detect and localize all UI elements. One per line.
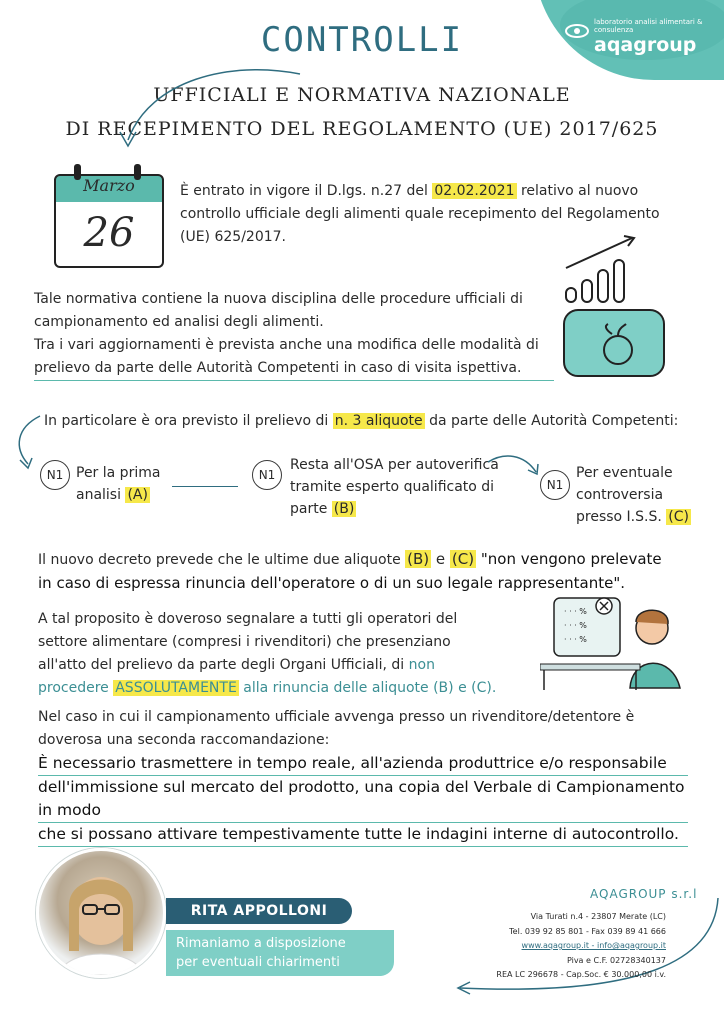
- contact-message: [166, 930, 394, 976]
- intro-text-before: È entrato in vigore il D.lgs. n.27 del: [180, 183, 433, 199]
- page-subtitle: [0, 78, 724, 146]
- option-3-text: Per eventuale controversia presso I.S.S.: [576, 465, 673, 525]
- decree-paragraph: [38, 548, 678, 594]
- company-web[interactable]: www.aqagroup.it - info@aqagroup.it: [521, 941, 666, 950]
- regulation-line-1: Tale normativa contiene la nuova disciplina delle procedure ufficiali di campionamento ed analisi degli alimenti.: [34, 291, 523, 330]
- aliquote-highlight: n. 3 aliquote: [334, 413, 423, 429]
- contact-name: RITA APPOLLONI: [190, 903, 328, 919]
- portrait-image: [39, 851, 163, 975]
- option-3-code: (C): [668, 509, 689, 525]
- aliquote-after: da parte delle Autorità Competenti:: [424, 413, 679, 429]
- person-at-desk-illustration: [540, 592, 690, 692]
- connector-line: [172, 486, 238, 487]
- logo-tagline: laboratorio analisi alimentari & consulenza: [594, 18, 703, 34]
- svg-text:· · · %: · · · %: [564, 607, 587, 616]
- option-1-code: (A): [127, 487, 148, 503]
- company-name: AQAGROUP s.r.l: [590, 887, 698, 901]
- calendar-day: 26: [83, 210, 135, 256]
- recommendation-line-1: È necessario trasmettere in tempo reale, all'azienda produttrice e/o responsabile: [38, 752, 688, 776]
- warning-highlight: ASSOLUTAMENTE: [115, 680, 237, 696]
- svg-text:· · · %: · · · %: [564, 621, 587, 630]
- recommendation-paragraph: [38, 752, 688, 847]
- warning-paragraph: [38, 608, 498, 700]
- option-1: [76, 462, 186, 506]
- contact-message-line-2: per eventuali chiarimenti: [176, 955, 340, 970]
- contact-name-tag: [166, 898, 352, 924]
- calendar-month: Marzo: [83, 176, 135, 195]
- intro-text-after: relativo al nuovo controllo ufficiale degli alimenti quale recepimento del Regolamento (UE) 625/2017.: [180, 183, 660, 245]
- retailer-paragraph: Nel caso in cui il campionamento ufficiale avvenga presso un rivenditore/detentore è doverosa una seconda raccomandazione:: [38, 709, 635, 748]
- decree-b: (B): [407, 550, 430, 568]
- company-phone: Tel. 039 92 85 801 - Fax 039 89 41 666: [509, 926, 666, 936]
- logo-name: aqagroup: [594, 34, 697, 56]
- regulation-line-2: Tra i vari aggiornamenti è prevista anche una modifica delle modalità di prelievo da parte delle Autorità Competenti in caso di visita ispettiva.: [34, 334, 554, 381]
- aliquote-before: In particolare è ora previsto il prelievo di: [44, 413, 333, 429]
- apple-board-icon: [560, 306, 670, 382]
- option-badge: N1: [40, 460, 70, 490]
- curved-arrow-icon: [110, 60, 310, 160]
- option-2-text: Resta all'OSA per autoverifica tramite esperto qualificato di parte: [290, 457, 499, 517]
- growth-chart-icon: [562, 232, 642, 304]
- calendar-icon: [54, 162, 162, 270]
- warning-before: A tal proposito è doveroso segnalare a tutti gli operatori del settore alimentare (compresi i rivenditori) che presenziano all'atto del prelievo da parte degli Organi Ufficiali, di: [38, 611, 458, 673]
- option-3: [576, 462, 706, 528]
- option-badge: N1: [252, 460, 282, 490]
- decree-mid: e: [431, 550, 450, 568]
- intro-date: 02.02.2021: [434, 183, 515, 199]
- page-title: CONTROLLI: [260, 20, 464, 60]
- avatar: [36, 848, 166, 978]
- subtitle-line-1: UFFICIALI E NORMATIVA NAZIONALE: [153, 84, 571, 106]
- option-1-text: Per la prima analisi: [76, 465, 161, 503]
- contact-message-line-1: Rimaniamo a disposizione: [176, 936, 346, 951]
- aliquote-paragraph: [44, 410, 704, 433]
- svg-text:· · · %: · · · %: [564, 635, 587, 644]
- decree-quote: "non vengono prelevate in caso di espressa rinuncia dell'operatore o di un suo legale rappresentante".: [38, 550, 662, 592]
- recommendation-line-2: dell'immissione sul mercato del prodotto, una copia del Verbale di Campionamento in modo: [38, 776, 688, 823]
- option-2-code: (B): [333, 501, 355, 517]
- connector-arrow-icon: [484, 452, 544, 482]
- option-badge: N1: [540, 470, 570, 500]
- warning-teal-1: non procedere: [38, 657, 435, 696]
- warning-teal-2: alla rinuncia delle aliquote (B) e (C).: [238, 680, 497, 696]
- company-details: [470, 910, 666, 983]
- company-address: Via Turati n.4 - 23807 Merate (LC): [530, 912, 666, 921]
- company-rea: REA LC 296678 - Cap.Soc. € 30.000,00 i.v.: [496, 970, 666, 979]
- decree-before: Il nuovo decreto prevede che le ultime due aliquote: [38, 552, 406, 568]
- option-2: [290, 454, 500, 520]
- regulation-paragraph: [34, 288, 554, 381]
- recommendation-line-3: che si possano attivare tempestivamente tutte le indagini interne di autocontrollo.: [38, 823, 688, 847]
- decree-c: (C): [451, 550, 475, 568]
- subtitle-line-2: DI RECEPIMENTO DEL REGOLAMENTO (UE) 2017/625: [65, 118, 659, 140]
- company-vat: Piva e C.F. 02728340137: [566, 955, 666, 965]
